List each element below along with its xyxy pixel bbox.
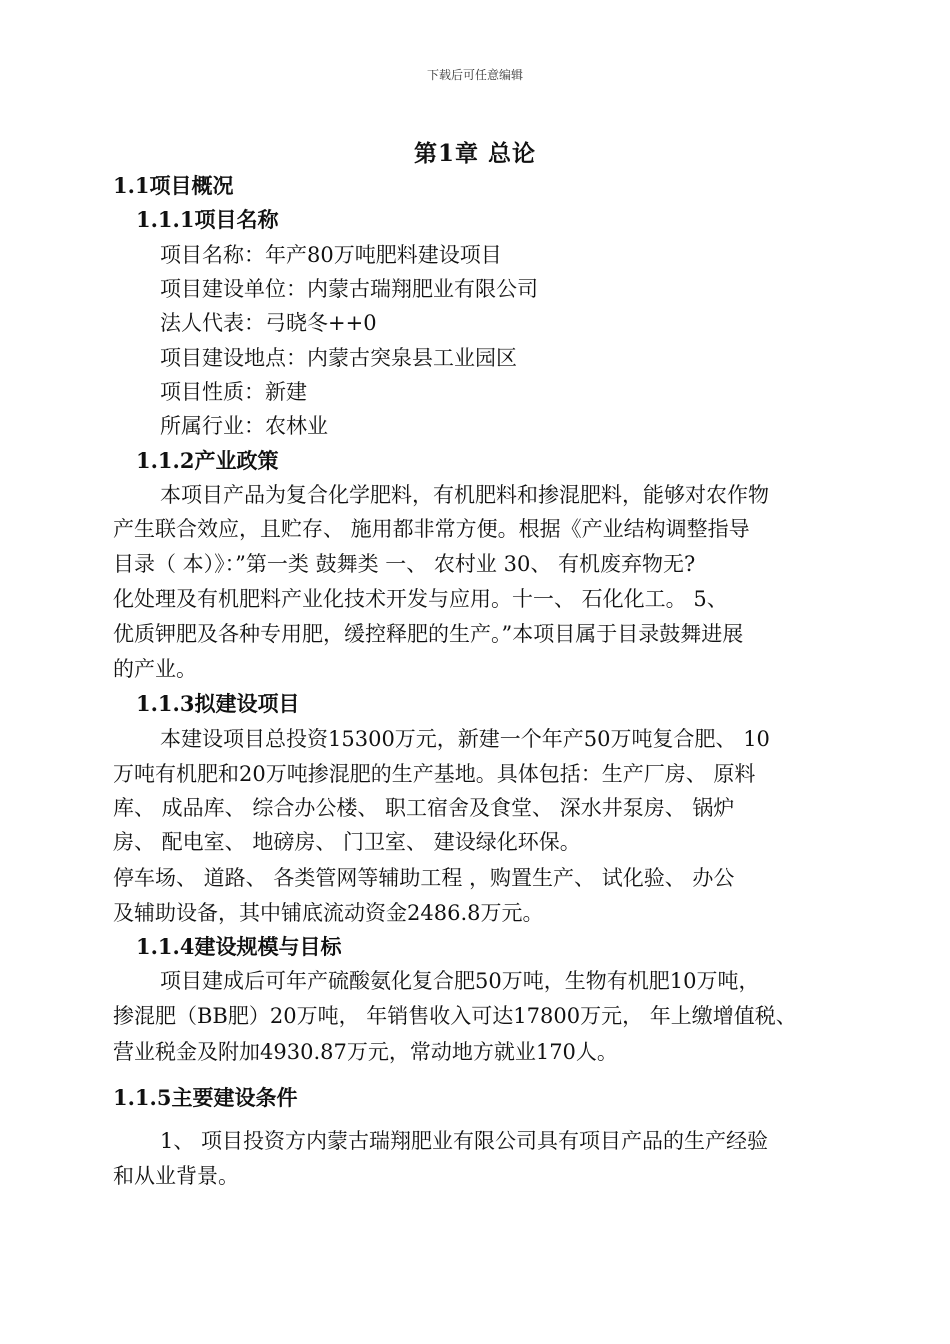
- project-info-line: 项目建设地点：内蒙古突泉县工业园区: [160, 346, 517, 370]
- paragraph-line: 掺混肥（BB肥）20万吨， 年销售收入可达17800万元， 年上缴增值税、: [113, 1004, 797, 1028]
- paragraph-line: 产生联合效应，且贮存、 施用都非常方便。根据《产业结构调整指导: [113, 517, 750, 541]
- section-heading-1-1-1: 1.1.1项目名称: [136, 207, 279, 232]
- project-info-line: 项目性质：新建: [160, 380, 307, 404]
- paragraph-line: 和从业背景。: [113, 1164, 239, 1188]
- paragraph-line: 优质钾肥及各种专用肥，缓控释肥的生产。”本项目属于目录鼓舞进展: [113, 622, 744, 646]
- section-heading-1-1-2: 1.1.2产业政策: [136, 448, 279, 473]
- paragraph-line: 万吨有机肥和20万吨掺混肥的生产基地。具体包括：生产厂房、 原料: [113, 762, 756, 786]
- section-heading-1-1-5: 1.1.5主要建设条件: [113, 1085, 298, 1110]
- paragraph-line: 的产业。: [113, 657, 197, 681]
- paragraph-line: 及辅助设备，其中铺底流动资金2486.8万元。: [113, 901, 544, 925]
- paragraph-line: 目录（ 本）》：”第一类 鼓舞类 一、 农村业 30、 有机废弃物无?: [113, 552, 696, 576]
- project-info-line: 项目名称：年产80万吨肥料建设项目: [160, 243, 502, 267]
- paragraph-line: 本项目产品为复合化学肥料，有机肥料和掺混肥料，能够对农作物: [160, 483, 769, 507]
- section-heading-1-1: 1.1项目概况: [113, 173, 234, 198]
- paragraph-line: 停车场、 道路、 各类管网等辅助工程 ，购置生产、 试化验、 办公: [113, 866, 735, 890]
- paragraph-line: 化处理及有机肥料产业化技术开发与应用。十一、 石化化工。 5、: [113, 587, 728, 611]
- project-info-line: 所属行业：农林业: [160, 414, 328, 438]
- project-info-line: 法人代表：弓晓冬++0: [160, 311, 377, 335]
- paragraph-line: 项目建成后可年产硫酸氨化复合肥50万吨，生物有机肥10万吨，: [160, 969, 760, 993]
- section-heading-1-1-4: 1.1.4建设规模与目标: [136, 934, 342, 959]
- paragraph-line: 库、 成品库、 综合办公楼、 职工宿舍及食堂、 深水井泵房、 锅炉: [113, 796, 735, 820]
- paragraph-line: 1、 项目投资方内蒙古瑞翔肥业有限公司具有项目产品的生产经验: [160, 1129, 769, 1153]
- paragraph-line: 房、 配电室、 地磅房、 门卫室、 建设绿化环保。: [113, 830, 581, 854]
- page-header: 下载后可任意编辑: [426, 68, 523, 82]
- section-heading-1-1-3: 1.1.3拟建设项目: [136, 691, 300, 716]
- paragraph-line: 营业税金及附加4930.87万元，常动地方就业170人。: [113, 1040, 618, 1064]
- project-info-line: 项目建设单位：内蒙古瑞翔肥业有限公司: [160, 277, 538, 301]
- chapter-title: 第1章 总论: [413, 140, 536, 167]
- paragraph-line: 本建设项目总投资15300万元，新建一个年产50万吨复合肥、 10: [160, 727, 770, 751]
